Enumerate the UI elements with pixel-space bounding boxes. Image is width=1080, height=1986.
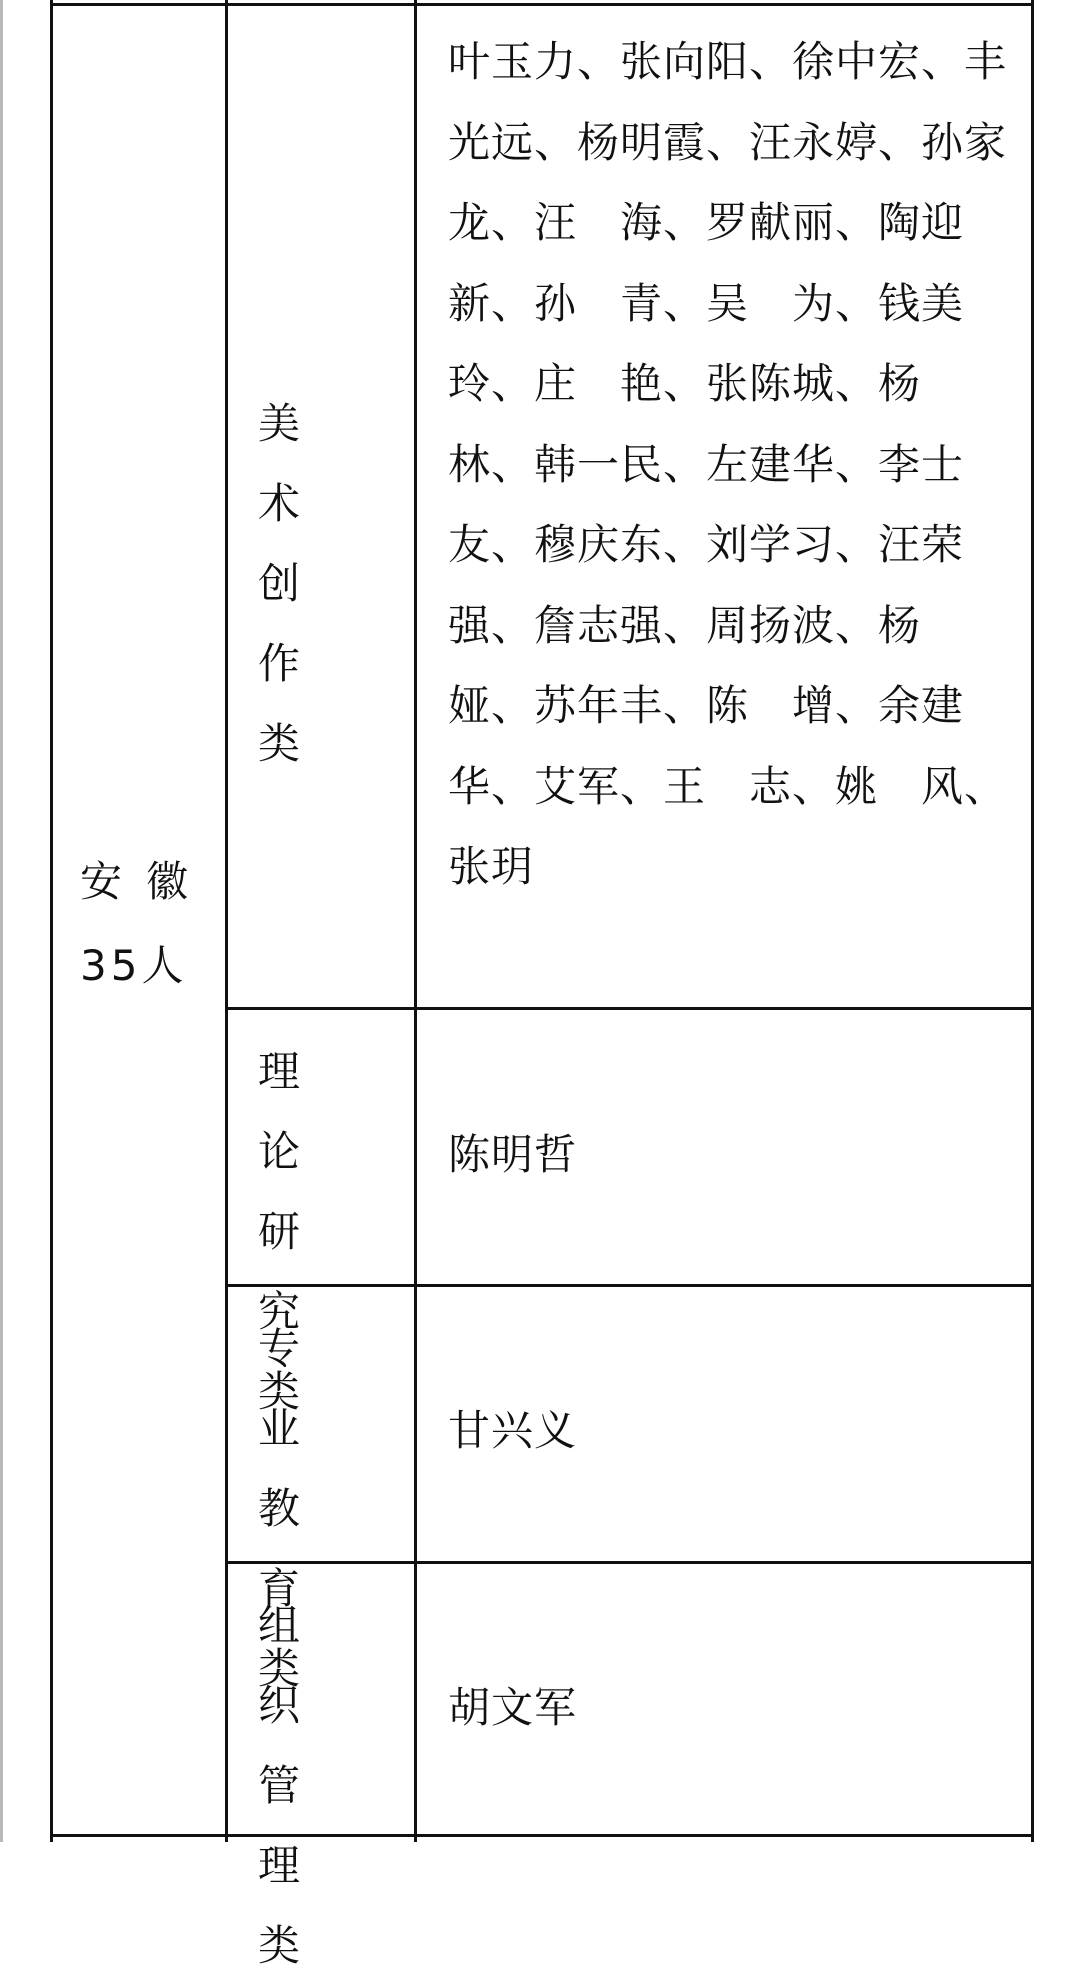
category-label-line: 专业 — [258, 1324, 337, 1453]
category-label-line: 类 — [258, 1921, 337, 1970]
table-border-right — [1031, 0, 1034, 1842]
table-border-region — [225, 0, 228, 1842]
region-name: 安徽 — [80, 857, 213, 906]
region-cell — [80, 840, 220, 1008]
names-cell-education: 甘兴义 — [448, 1406, 578, 1455]
names-cell-management: 胡文军 — [448, 1683, 578, 1732]
table-border-left — [50, 0, 53, 1842]
category-label-line: 创作 — [258, 559, 337, 688]
names-cell-theory: 陈明哲 — [448, 1130, 578, 1179]
table-top-border — [50, 3, 1034, 6]
table-border-category — [414, 0, 417, 1842]
category-label-line: 类 — [258, 1644, 337, 1693]
category-label-management — [258, 1586, 398, 1986]
table-bottom-border — [50, 1834, 1034, 1837]
category-label-line: 研究 — [258, 1207, 337, 1336]
category-label-line: 教育 — [258, 1484, 337, 1613]
page-edge — [0, 0, 3, 1842]
category-label-art — [258, 384, 398, 784]
category-label-line: 管理 — [258, 1761, 337, 1890]
category-label-line: 组织 — [258, 1601, 337, 1730]
category-label-line: 理论 — [258, 1047, 337, 1176]
region-count: 35人 — [80, 941, 188, 990]
names-cell-art: 叶玉力、张向阳、徐中宏、丰光远、杨明霞、汪永婷、孙家龙、汪 海、罗献丽、陶迎新、孙 青、吴 为、钱美玲、庄 艳、张陈城、杨 林、韩一民、左建华、李士友、穆庆东、刘学习、汪荣强、詹志强、周扬波、杨 娅、苏年丰、陈 增、余建华、艾军、王 志、姚 风、张玥 — [448, 37, 1008, 891]
category-label-line: 类 — [258, 719, 337, 768]
category-label-line: 美术 — [258, 399, 337, 528]
row-divider-1 — [225, 1007, 1034, 1010]
category-label-line: 类 — [258, 1367, 337, 1416]
